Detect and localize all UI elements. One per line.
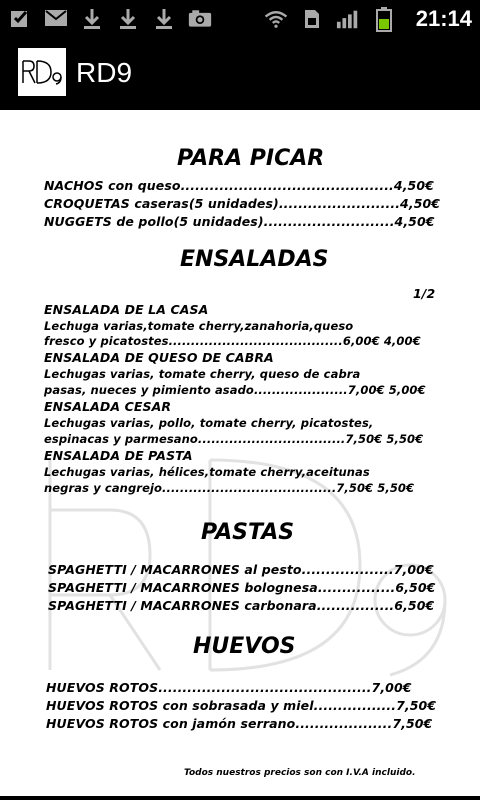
checkbox-icon — [8, 6, 32, 30]
menu-item-nuggets: NUGGETS de pollo(5 unidades)...........................4,50€ — [44, 214, 435, 229]
salad-description: Lechugas varias, hélices,tomate cherry,aceitunas — [44, 465, 370, 479]
half-portion-label: 1/2 — [413, 286, 436, 301]
download-icon — [80, 6, 104, 30]
notification-icons — [8, 6, 212, 30]
bottom-divider — [0, 796, 480, 800]
app-bar — [0, 38, 480, 110]
camera-icon — [188, 6, 212, 30]
section-title-para-picar: PARA PICAR — [177, 146, 325, 171]
app-title: RD9 — [76, 57, 133, 88]
salad-price-line: pasas, nueces y pimiento asado.....................7,00€ 5,00€ — [44, 383, 426, 397]
battery-icon — [372, 7, 396, 31]
section-title-ensaladas: ENSALADAS — [180, 247, 329, 272]
salad-description: Lechugas varias, pollo, tomate cherry, picatostes, — [44, 416, 374, 430]
salad-price-line: espinacas y parmesano.................................7,50€ 5,50€ — [44, 432, 424, 446]
sim-icon — [300, 7, 324, 31]
system-icons — [264, 6, 472, 32]
menu-item-pasta: SPAGHETTI / MACARRONES bolognesa................6,50€ — [48, 580, 436, 595]
app-logo[interactable] — [18, 48, 66, 96]
salad-description: Lechuga varias,tomate cherry,zanahoria,queso — [44, 319, 354, 333]
download-icon — [116, 6, 140, 30]
vat-footnote: Todos nuestros precios son con I.V.A incluido. — [184, 768, 416, 778]
menu-item-huevos: HUEVOS ROTOS............................................7,00€ — [46, 680, 412, 695]
signal-icon — [336, 7, 360, 31]
salad-description: Lechugas varias, tomate cherry, queso de cabra — [44, 367, 361, 381]
menu-item-pasta: SPAGHETTI / MACARRONES al pesto...................7,00€ — [48, 562, 434, 577]
status-bar — [0, 0, 480, 38]
menu-item-huevos: HUEVOS ROTOS con jamón serrano....................7,50€ — [46, 716, 433, 731]
salad-name: ENSALADA CESAR — [44, 399, 172, 414]
salad-price-line: negras y cangrejo.......................................7,50€ 5,50€ — [44, 481, 415, 495]
salad-name: ENSALADA DE PASTA — [44, 448, 193, 463]
menu-item-nachos: NACHOS con queso............................................4,50€ — [44, 178, 434, 193]
menu-item-huevos: HUEVOS ROTOS con sobrasada y miel.................7,50€ — [46, 698, 437, 713]
menu-content[interactable] — [0, 110, 480, 800]
wifi-icon — [264, 7, 288, 31]
section-title-huevos: HUEVOS — [193, 634, 296, 659]
mail-icon — [44, 6, 68, 30]
menu-item-croquetas: CROQUETAS caseras(5 unidades).........................4,50€ — [44, 196, 441, 211]
salad-name: ENSALADA DE LA CASA — [44, 302, 209, 317]
menu-item-pasta: SPAGHETTI / MACARRONES carbonara................6,50€ — [48, 598, 435, 613]
download-icon — [152, 6, 176, 30]
salad-name: ENSALADA DE QUESO DE CABRA — [44, 350, 274, 365]
section-title-pastas: PASTAS — [201, 520, 295, 545]
clock: 21:14 — [415, 6, 472, 31]
salad-price-line: fresco y picatostes.......................................6,00€ 4,00€ — [44, 334, 421, 348]
